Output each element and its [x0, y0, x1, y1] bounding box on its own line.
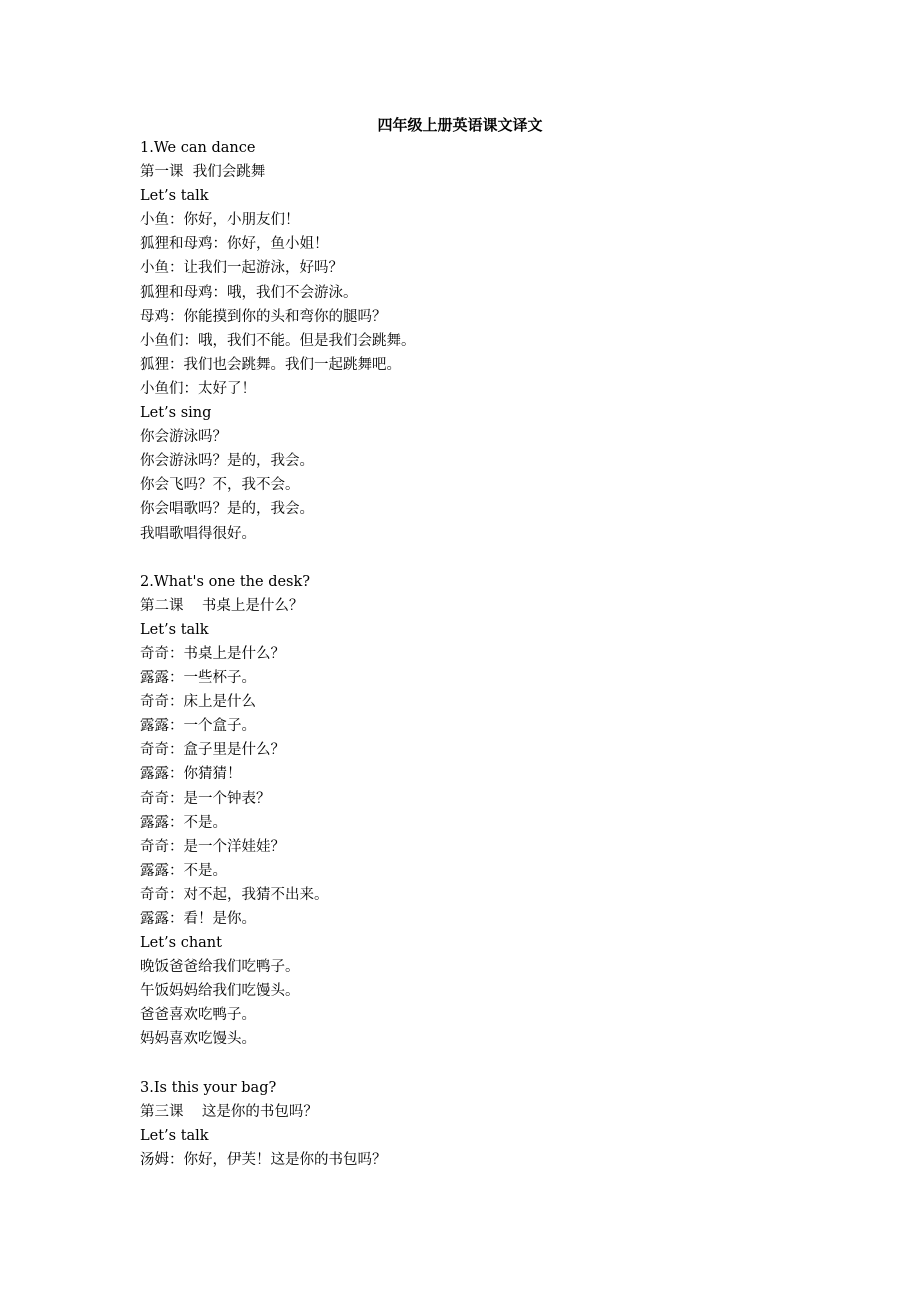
text-line: 小鱼们：哦，我们不能。但是我们会跳舞。: [140, 332, 416, 349]
text-line: 第一课 我们会跳舞: [140, 164, 266, 181]
text-line: 露露：看！是你。: [140, 911, 256, 927]
text-line: 奇奇：是一个钟表？: [140, 790, 271, 807]
blank-line: [140, 546, 840, 570]
text-line: 你会游泳吗？是的，我会。: [140, 453, 314, 470]
text-line: 爸爸喜欢吃鸭子。: [140, 1007, 256, 1024]
text-line: 你会飞吗？不，我不会。: [140, 477, 300, 494]
text-line: 小鱼：你好，小朋友们！: [140, 212, 300, 229]
text-line: 小鱼：让我们一起游泳，好吗？: [140, 260, 343, 277]
text-line: 露露：一些杯子。: [140, 670, 256, 687]
text-line: 奇奇：对不起，我猜不出来。: [140, 886, 329, 903]
section-label: Let’s chant: [140, 935, 222, 952]
text-line: 晚饭爸爸给我们吃鸭子。: [140, 959, 300, 976]
text-line: 奇奇：是一个洋娃娃？: [140, 838, 285, 855]
lesson-1-section: [140, 136, 840, 546]
blank-line: [140, 1052, 840, 1076]
text-line: 奇奇：盒子里是什么？: [140, 742, 285, 759]
section-label: Let’s sing: [140, 405, 212, 422]
text-line: 我唱歌唱得很好。: [140, 525, 256, 542]
text-line: 妈妈喜欢吃馒头。: [140, 1031, 256, 1048]
text-line: 狐狸和母鸡：哦，我们不会游泳。: [140, 284, 358, 301]
lesson-2-heading: 2.What's one the desk?: [140, 573, 311, 590]
section-label: Let’s talk: [140, 621, 209, 638]
text-line: 狐狸和母鸡：你好，鱼小姐！: [140, 236, 329, 253]
document-title: 四年级上册英语课文译文: [377, 116, 543, 134]
text-line: 露露：不是。: [140, 862, 227, 879]
text-line: 奇奇：床上是什么: [140, 694, 256, 711]
text-line: 狐狸：我们也会跳舞。我们一起跳舞吧。: [140, 356, 401, 373]
text-line: 第二课 书桌上是什么？: [140, 597, 304, 614]
text-line: 露露：一个盒子。: [140, 718, 256, 735]
lesson-3-heading: 3.Is this your bag?: [140, 1079, 277, 1096]
text-line: 露露：不是。: [140, 814, 227, 831]
text-line: 午饭妈妈给我们吃馒头。: [140, 983, 300, 1000]
text-line: 你会唱歌吗？是的，我会。: [140, 501, 314, 518]
text-line: 母鸡：你能摸到你的头和弯你的腿吗？: [140, 308, 387, 325]
lesson-1-heading: 1.We can dance: [140, 140, 256, 156]
text-line: 汤姆：你好，伊芙！这是你的书包吗？: [140, 1151, 387, 1168]
section-label: Let’s talk: [140, 1127, 209, 1144]
text-line: 你会游泳吗？: [140, 429, 227, 446]
lesson-2-section: [140, 570, 840, 1052]
text-line: 露露：你猜猜！: [140, 766, 242, 783]
lesson-3-section: [140, 1076, 840, 1172]
text-line: 奇奇：书桌上是什么？: [140, 645, 285, 662]
document-body: [140, 136, 840, 1172]
text-line: 第三课 这是你的书包吗？: [140, 1103, 318, 1120]
text-line: 小鱼们：太好了！: [140, 380, 256, 397]
section-label: Let’s talk: [140, 188, 209, 205]
